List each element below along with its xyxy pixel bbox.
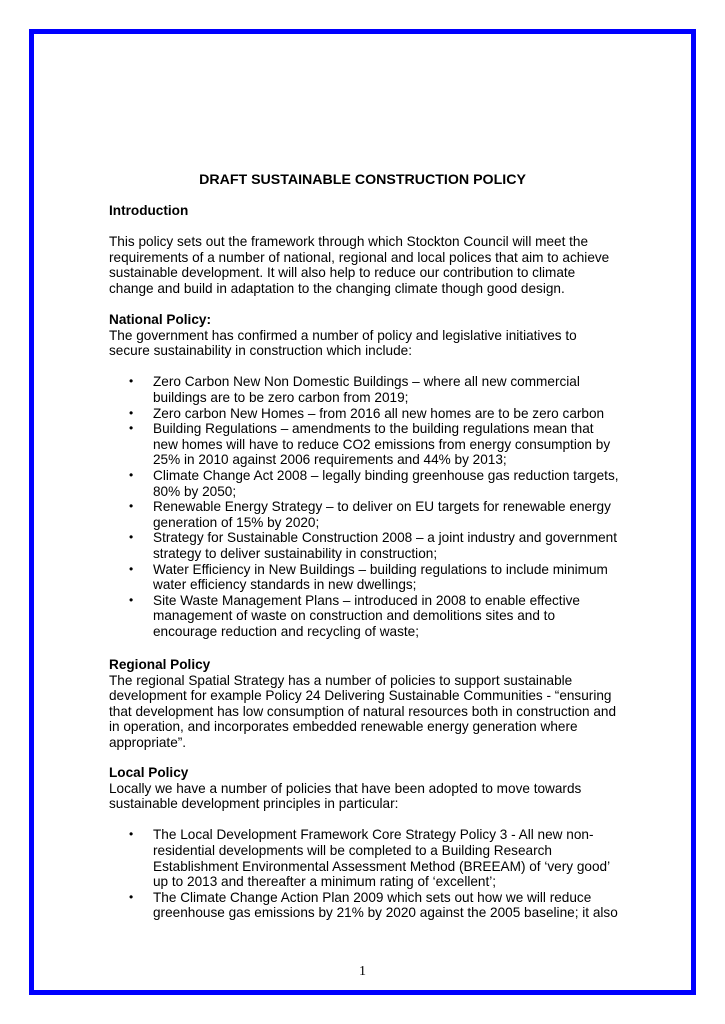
bullet-icon: • bbox=[129, 592, 134, 607]
list-item-text: Site Waste Management Plans – introduced in 2008 to enable effective management of waste on construction and demolitions sites and to encourage reduction and recycling of waste; bbox=[153, 592, 580, 639]
national-policy-list bbox=[109, 374, 621, 639]
list-item-text: Renewable Energy Strategy – to deliver on EU targets for renewable energy generation of 15% by 2020; bbox=[153, 499, 611, 530]
list-item bbox=[109, 890, 621, 921]
section-national-policy bbox=[109, 312, 621, 639]
list-item bbox=[109, 421, 621, 468]
list-item bbox=[109, 406, 621, 422]
bullet-icon: • bbox=[129, 530, 134, 545]
list-item-text: Zero Carbon New Non Domestic Buildings – where all new commercial buildings are to be zero carbon from 2019; bbox=[153, 374, 580, 405]
list-item bbox=[109, 468, 621, 499]
page-number: 1 bbox=[359, 964, 366, 979]
list-item-text: Water Efficiency in New Buildings – building regulations to include minimum water efficiency standards in new dwellings; bbox=[153, 561, 608, 593]
bullet-icon: • bbox=[129, 889, 134, 904]
local-policy-paragraph: Locally we have a number of policies that have been adopted to move towards sustainable development principles in particular: bbox=[109, 780, 582, 812]
bullet-icon: • bbox=[129, 499, 134, 514]
bullet-icon: • bbox=[129, 467, 134, 482]
local-policy-heading: Local Policy bbox=[109, 765, 189, 780]
bullet-icon: • bbox=[129, 827, 134, 842]
bullet-icon: • bbox=[129, 561, 134, 576]
list-item bbox=[109, 530, 621, 561]
regional-policy-paragraph: The regional Spatial Strategy has a number of policies to support sustainable development for example Policy 24 Delivering Sustainable Communities - “ensuring that development has low consumption of natural resources both in construction and in operation, and incorporates embedded renewable energy generation where appropriate”. bbox=[109, 672, 617, 750]
list-item-text: Building Regulations – amendments to the building regulations mean that new homes will have to reduce CO2 emissions from energy consumption by 25% in 2010 against 2006 requirements and 44% by 2013; bbox=[153, 421, 611, 468]
list-item bbox=[109, 374, 621, 405]
introduction-paragraph: This policy sets out the framework through which Stockton Council will meet the requirements of a number of national, regional and local polices that aim to achieve sustainable development. It will also help to reduce our contribution to climate change and build in adaptation to the changing climate though good design. bbox=[109, 234, 610, 296]
list-item bbox=[109, 562, 621, 593]
local-policy-list bbox=[109, 827, 621, 921]
bullet-icon: • bbox=[129, 421, 134, 436]
list-item-text: The Climate Change Action Plan 2009 which sets out how we will reduce greenhouse gas emissions by 21% by 2020 against the 2005 baseline; it also bbox=[153, 889, 618, 921]
introduction-heading: Introduction bbox=[109, 203, 189, 218]
list-item bbox=[109, 499, 621, 530]
list-item bbox=[109, 593, 621, 640]
list-item-text: Climate Change Act 2008 – legally binding greenhouse gas reduction targets, 80% by 2050; bbox=[153, 467, 619, 499]
list-item-text: The Local Development Framework Core Strategy Policy 3 - All new non-residential developments will be completed to a Building Research Establishment Environmental Assessment Method (BREEAM) of ‘very good’ up to 2013 and thereafter a minimum rating of ‘excellent’; bbox=[153, 827, 610, 890]
bullet-icon: • bbox=[129, 405, 134, 420]
national-policy-heading: National Policy: bbox=[109, 312, 211, 327]
section-regional-policy bbox=[109, 657, 621, 751]
regional-policy-heading: Regional Policy bbox=[109, 657, 211, 672]
list-item bbox=[109, 827, 621, 889]
list-item-text: Strategy for Sustainable Construction 2008 – a joint industry and government strategy to deliver sustainability in construction; bbox=[153, 530, 617, 561]
section-introduction bbox=[109, 203, 621, 297]
list-item-text: Zero carbon New Homes – from 2016 all new homes are to be zero carbon bbox=[153, 405, 605, 421]
bullet-icon: • bbox=[129, 374, 134, 389]
document-title: DRAFT SUSTAINABLE CONSTRUCTION POLICY bbox=[199, 172, 526, 188]
national-policy-paragraph: The government has confirmed a number of policy and legislative initiatives to secure sustainability in construction which include: bbox=[109, 327, 577, 359]
section-local-policy bbox=[109, 765, 621, 921]
